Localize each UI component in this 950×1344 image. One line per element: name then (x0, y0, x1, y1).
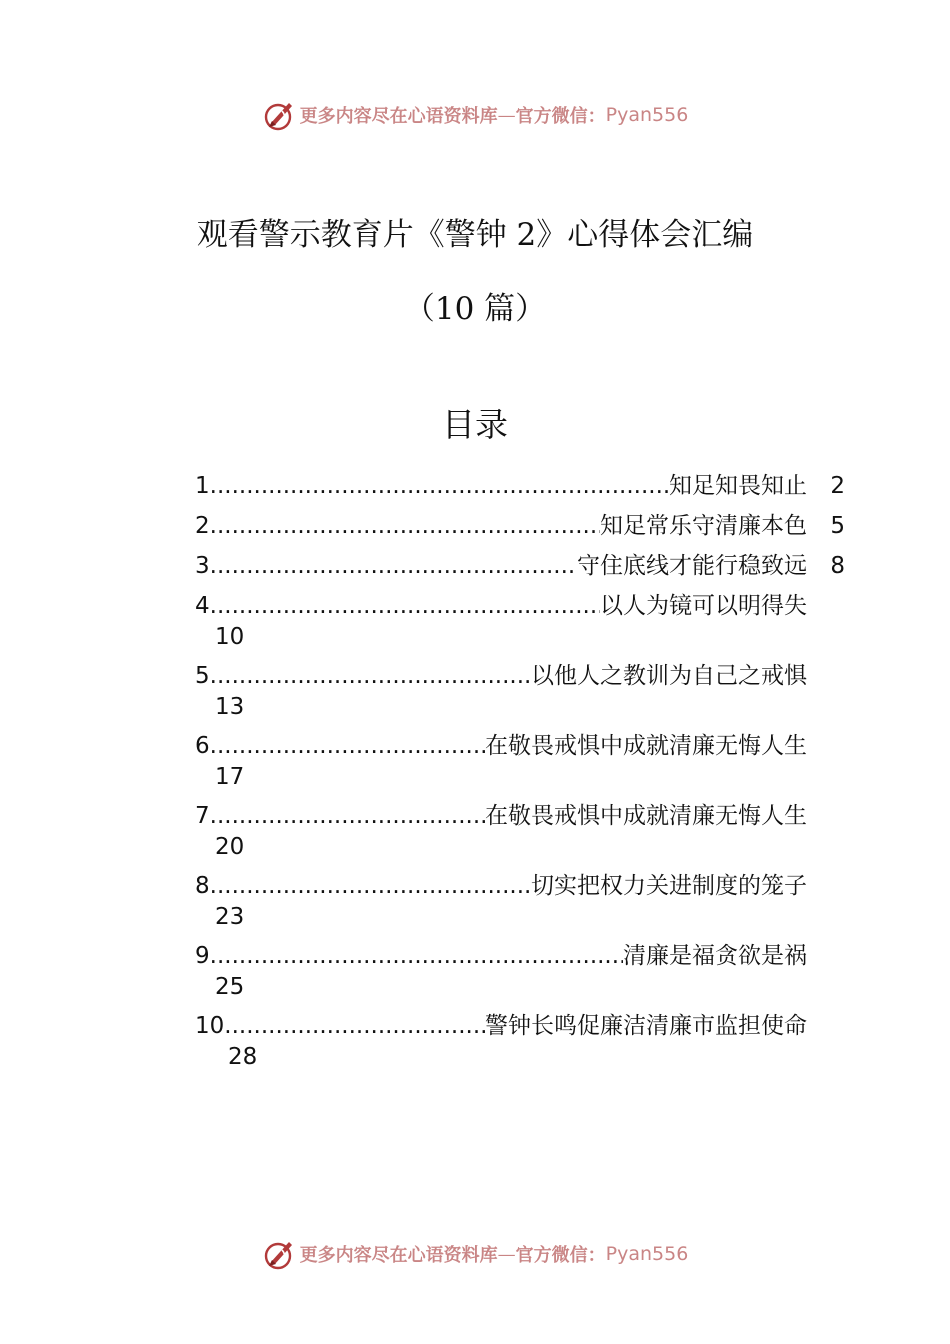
toc-entry[interactable] (195, 730, 845, 800)
toc-entry-title: 在敬畏戒惧中成就清廉无悔人生 (485, 733, 807, 759)
toc-leader-dots (210, 660, 531, 693)
banner-handle: Pyan556 (605, 1243, 689, 1265)
banner-text: 更多内容尽在心语资料库 (299, 106, 498, 127)
footer-banner (0, 1232, 950, 1276)
toc-entry[interactable] (195, 590, 845, 660)
toc-entry-number: 8 (195, 873, 210, 899)
quill-pen-logo-icon (262, 1236, 296, 1272)
toc-entry-page: 17 (215, 764, 245, 790)
toc-entry-title: 知足知畏知止 (669, 473, 807, 499)
toc-entry[interactable] (195, 870, 845, 940)
toc-entry-number: 4 (195, 593, 210, 619)
toc-entry-page: 20 (215, 834, 245, 860)
toc-entry[interactable] (195, 660, 845, 730)
toc-entry-page: 8 (830, 553, 845, 579)
banner-handle: Pyan556 (605, 104, 689, 126)
banner-separator: — (497, 104, 516, 126)
quill-pen-logo-icon (262, 97, 296, 133)
toc-entry[interactable] (195, 940, 845, 1010)
toc-entry-title: 在敬畏戒惧中成就清廉无悔人生 (485, 803, 807, 829)
toc-entry-title: 清廉是福贪欲是祸 (623, 943, 807, 969)
toc-entry-number: 9 (195, 943, 210, 969)
toc-leader-dots (210, 870, 531, 903)
toc-entry-title: 以他人之教训为自己之戒惧 (531, 663, 807, 689)
toc-entry[interactable] (195, 510, 845, 543)
toc-entry-title: 守住底线才能行稳致远 (577, 553, 807, 579)
toc-entry-page: 25 (215, 974, 245, 1000)
toc-entry-number: 1 (195, 473, 210, 499)
banner-separator: — (497, 1243, 516, 1265)
toc-entry-page: 23 (215, 904, 245, 930)
toc-leader-dots (210, 940, 623, 973)
toc-entry-page: 5 (830, 513, 845, 539)
toc-leader-dots (210, 550, 577, 583)
toc-entry-page: 10 (215, 624, 245, 650)
toc-entry-number: 3 (195, 553, 210, 579)
toc-leader-dots (210, 590, 600, 623)
toc-entry-page: 2 (830, 473, 845, 499)
toc-entry-page: 28 (228, 1044, 258, 1070)
toc-leader-dots (210, 730, 485, 763)
table-of-contents (195, 470, 845, 1080)
banner-label: 官方微信： (515, 106, 606, 127)
toc-entry-number: 10 (195, 1013, 225, 1039)
toc-entry-number: 2 (195, 513, 210, 539)
toc-entry-title: 切实把权力关进制度的笼子 (531, 873, 807, 899)
toc-leader-dots (210, 800, 485, 833)
toc-entry[interactable] (195, 470, 845, 503)
toc-entry-title: 知足常乐守清廉本色 (600, 513, 807, 539)
banner-label: 官方微信： (515, 1245, 606, 1266)
toc-entry[interactable] (195, 800, 845, 870)
header-banner (0, 93, 950, 137)
banner-text: 更多内容尽在心语资料库 (299, 1245, 498, 1266)
toc-entry-number: 7 (195, 803, 210, 829)
toc-entry[interactable] (195, 1010, 845, 1080)
toc-leader-dots (210, 470, 669, 503)
toc-heading: 目录 (442, 405, 508, 444)
toc-entry[interactable] (195, 550, 845, 583)
toc-leader-dots (210, 510, 600, 543)
toc-leader-dots (224, 1010, 485, 1043)
document-title: 观看警示教育片《警钟 2》心得体会汇编 (196, 217, 754, 253)
toc-entry-title: 以人为镜可以明得失 (600, 593, 807, 619)
document-subtitle: （10 篇） (403, 291, 547, 327)
toc-entry-title: 警钟长鸣促廉洁清廉市监担使命 (485, 1013, 807, 1039)
toc-entry-page: 13 (215, 694, 245, 720)
toc-entry-number: 5 (195, 663, 210, 689)
toc-entry-number: 6 (195, 733, 210, 759)
